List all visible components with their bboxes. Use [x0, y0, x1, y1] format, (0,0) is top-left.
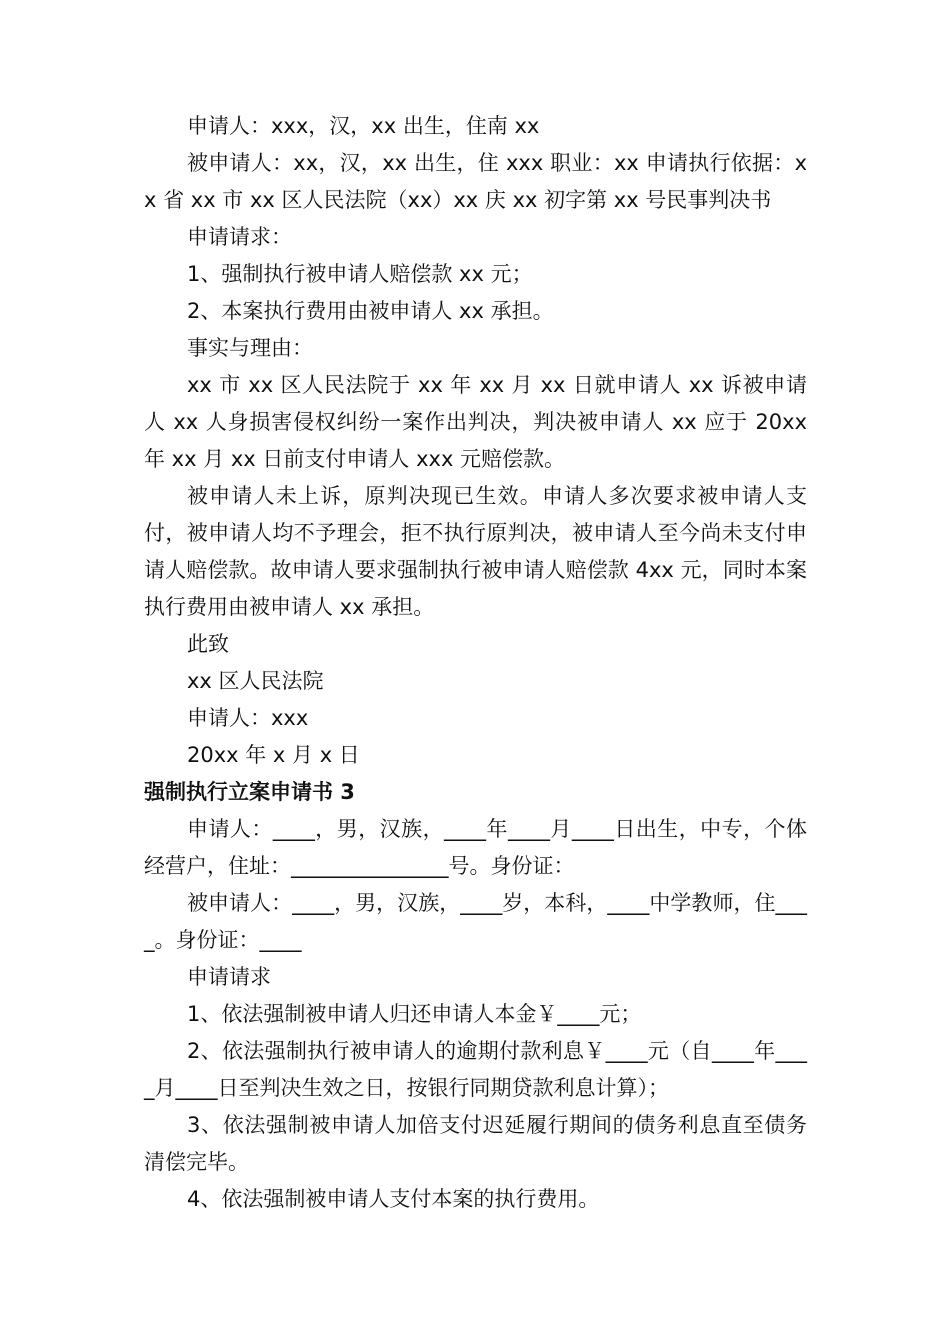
section-3-respondent: 被申请人：____，男，汉族，____岁，本科，____中学教师，住____。身份证：____	[144, 891, 807, 952]
section-3-request-item-4: 4、依法强制被申请人支付本案的执行费用。	[187, 1187, 600, 1211]
request-heading: 申请请求：	[187, 225, 292, 249]
request-item-1: 1、强制执行被申请人赔偿款 xx 元；	[187, 262, 533, 286]
signature-applicant: 申请人：xxx	[187, 706, 309, 730]
respondent-line: 被申请人：xx，汉，xx 出生，住 xxx 职业：xx 申请执行依据：xx 省 xx 市 xx 区人民法院（xx）xx 庆 xx 初字第 xx 号民事判决书	[144, 151, 807, 212]
request-item-2: 2、本案执行费用由被申请人 xx 承担。	[187, 299, 554, 323]
court-name: xx 区人民法院	[187, 669, 324, 693]
salutation: 此致	[187, 632, 229, 656]
facts-paragraph-2: 被申请人未上诉，原判决现已生效。申请人多次要求被申请人支付，被申请人均不予理会，拒不执行原判决，被申请人至今尚未支付申请人赔偿款。故申请人要求强制执行被申请人赔偿款 4xx 元，同时本案执行费用由被申请人 xx 承担。	[144, 484, 807, 619]
section-3-request-item-3: 3、依法强制被申请人加倍支付迟延履行期间的债务利息直至债务清偿完毕。	[144, 1113, 807, 1174]
section-3-request-item-1: 1、依法强制被申请人归还申请人本金￥____元；	[187, 1002, 642, 1026]
section-3-request-item-2: 2、依法强制执行被申请人的逾期付款利息￥____元（自____年____月____日至判决生效之日，按银行同期贷款利息计算）；	[144, 1039, 807, 1100]
applicant-line: 申请人：xxx，汉，xx 出生，住南 xx	[187, 114, 540, 138]
signature-date: 20xx 年 x 月 x 日	[187, 743, 360, 767]
section-3-title: 强制执行立案申请书 3	[144, 780, 355, 804]
section-3-applicant: 申请人：____，男，汉族，____年____月____日出生，中专，个体经营户，住址：_______________号。身份证：	[144, 817, 807, 878]
section-3-request-heading: 申请请求	[187, 965, 271, 989]
facts-paragraph-1: xx 市 xx 区人民法院于 xx 年 xx 月 xx 日就申请人 xx 诉被申请人 xx 人身损害侵权纠纷一案作出判决，判决被申请人 xx 应于 20xx 年 xx 月 xx 日前支付申请人 xxx 元赔偿款。	[144, 373, 807, 471]
facts-heading: 事实与理由：	[187, 336, 313, 360]
